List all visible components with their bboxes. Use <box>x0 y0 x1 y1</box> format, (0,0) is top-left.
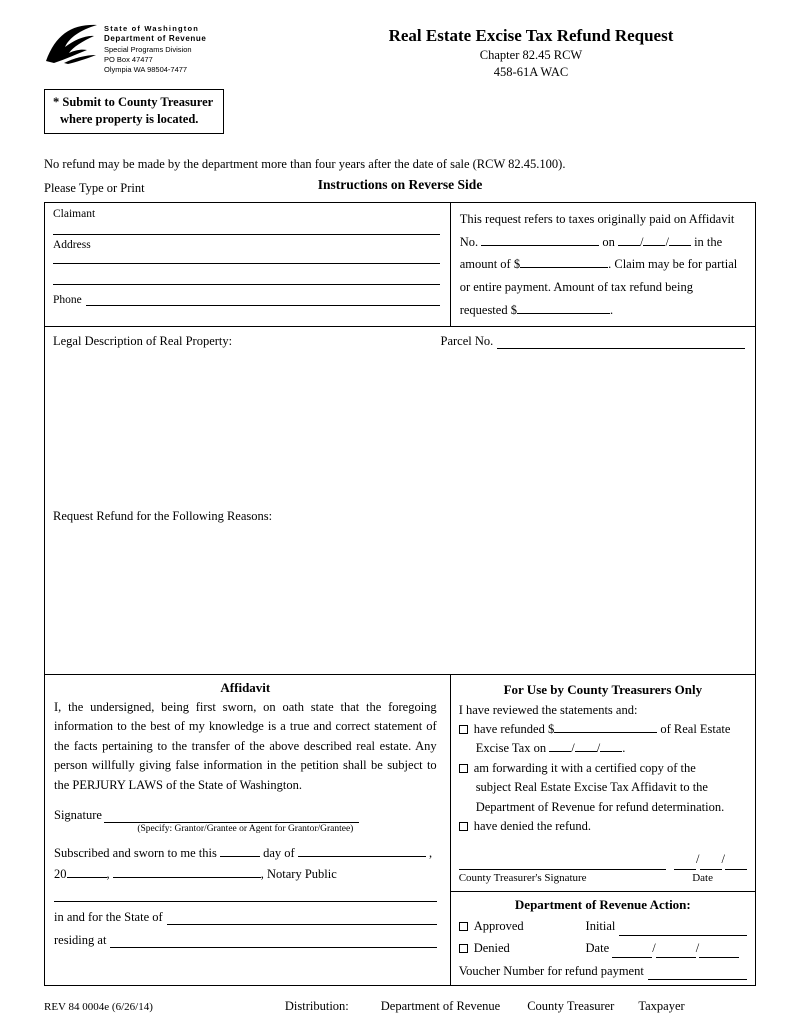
approved-group <box>459 917 586 936</box>
notary-state-input[interactable] <box>167 913 437 925</box>
reviewed-statement: I have reviewed the statements and: <box>458 702 638 717</box>
denied-refund-checkbox[interactable] <box>459 822 468 831</box>
affidavit-body: I, the undersigned, being first sworn, on oath state that the foregoing information to the best of my knowledge is a true and correct statement of the facts pertaining to the transfer of the above described real estate. Any person willfully giving false information in the petition shall be subject to the PERJURY LAWS of the State of Washington. <box>54 699 437 792</box>
in-and-for-label: in and for the State of <box>54 909 163 924</box>
refunded-checkbox[interactable] <box>459 725 468 734</box>
voucher-label: Voucher Number for refund payment <box>458 963 644 978</box>
submit-note-box <box>44 89 224 134</box>
distribution-item-taxpayer: Taxpayer <box>638 999 685 1014</box>
day-of-label: day of <box>263 846 295 860</box>
refund-limit-note: No refund may be made by the department more than four years after the date of sale (RCW 82.45.100). <box>44 156 566 171</box>
affidavit-section <box>45 675 450 986</box>
treasurer-section <box>451 675 755 891</box>
initial-input[interactable] <box>619 924 747 936</box>
distribution-item-treasurer: County Treasurer <box>527 999 615 1014</box>
treasurer-date-label: Date <box>692 871 713 884</box>
forwarding-checkbox[interactable] <box>459 764 468 773</box>
treasurer-date-day-input[interactable] <box>700 859 722 870</box>
on-label: on <box>602 234 615 249</box>
date-day-input[interactable] <box>643 235 665 246</box>
comma-mark: , <box>428 846 433 860</box>
amount-input[interactable] <box>520 257 608 268</box>
denied-checkbox[interactable] <box>459 944 468 953</box>
instructions-note: Instructions on Reverse Side <box>317 176 483 192</box>
date-separator: / <box>596 741 601 756</box>
approved-label: Approved <box>473 919 524 934</box>
chapter-subtitle: Chapter 82.45 RCW <box>479 48 583 62</box>
form-body <box>44 202 756 987</box>
voucher-number-input[interactable] <box>648 968 747 980</box>
denied-group <box>459 939 586 958</box>
notary-name-input[interactable] <box>113 867 261 878</box>
excise-tax-on-label: Excise Tax on <box>475 741 547 756</box>
period-mark: . <box>622 741 626 756</box>
dor-date-day-input[interactable] <box>656 947 696 958</box>
treasurer-title: For Use by County Treasurers Only <box>503 681 703 697</box>
date-separator: / <box>721 852 725 867</box>
comma-mark: , <box>106 867 110 882</box>
excise-tax-on-line <box>459 739 747 758</box>
distribution-label: Distribution: <box>284 999 349 1014</box>
residing-at-label: residing at <box>54 932 107 947</box>
form-number: REV 84 0004e (6/26/14) <box>44 1001 153 1014</box>
request-line1: This request refers to taxes originally paid on Affidavit <box>459 211 735 226</box>
date-separator: / <box>652 940 656 955</box>
refunded-line <box>459 720 747 739</box>
date-year-input[interactable] <box>669 235 691 246</box>
distribution-item-dor: Department of Revenue <box>380 999 501 1014</box>
phone-label: Phone <box>53 293 82 306</box>
date-separator: / <box>696 852 700 867</box>
request-line2 <box>460 231 746 254</box>
claimant-section <box>45 203 450 326</box>
parcel-no-input[interactable] <box>497 337 745 349</box>
legal-description-label: Legal Description of Real Property: <box>53 333 233 348</box>
signature-label: Signature <box>54 808 102 822</box>
refunded-label: have refunded $ <box>473 722 555 737</box>
denied-refund-label: have denied the refund. <box>473 818 591 833</box>
refund-amount-input[interactable] <box>517 303 610 314</box>
dor-date-month-input[interactable] <box>612 947 652 958</box>
agency-block <box>44 22 306 75</box>
sworn-month-input[interactable] <box>298 846 426 857</box>
refund-date-day-input[interactable] <box>575 741 597 752</box>
year-prefix: 20 <box>54 867 67 882</box>
request-line5 <box>460 299 746 322</box>
affidavit-no-label: No. <box>459 234 479 249</box>
treasurer-signature-input[interactable] <box>459 858 666 870</box>
claim-partial-label: . Claim may be for partial <box>608 257 738 272</box>
initial-label: Initial <box>585 919 616 934</box>
date-separator: / <box>639 234 644 249</box>
claimant-input-line[interactable] <box>53 220 440 235</box>
agency-state-line: State of Washington <box>104 24 200 33</box>
of-real-estate-label: of Real Estate <box>660 722 731 737</box>
date-month-input[interactable] <box>618 235 640 246</box>
affidavit-no-input[interactable] <box>481 235 599 246</box>
specify-note: (Specify: Grantor/Grantee or Agent for Grantor/Grantee) <box>137 824 354 834</box>
affidavit-title: Affidavit <box>220 679 271 695</box>
treasurer-date-month-input[interactable] <box>674 859 696 870</box>
treasurer-date-year-input[interactable] <box>725 859 747 870</box>
address-input-line2[interactable] <box>53 264 440 285</box>
forwarding-line2: subject Real Estate Excise Tax Affidavit to the <box>475 780 708 795</box>
refund-reasons-label: Request Refund for the Following Reasons: <box>53 508 273 523</box>
dor-date-year-input[interactable] <box>699 947 739 958</box>
notary-residence-input[interactable] <box>110 936 436 948</box>
form-footer <box>44 999 756 1014</box>
property-section <box>45 327 755 675</box>
address-label: Address <box>53 238 91 251</box>
request-line4: or entire payment. Amount of tax refund being <box>459 280 693 294</box>
sworn-line1 <box>54 843 437 864</box>
refund-date-year-input[interactable] <box>600 741 622 752</box>
refund-date-month-input[interactable] <box>549 741 571 752</box>
forwarding-line3: Department of Revenue for refund determination. <box>475 799 725 814</box>
requested-label: requested $ <box>459 302 517 317</box>
claimant-label: Claimant <box>53 207 96 220</box>
type-or-print-label: Please Type or Print <box>44 180 145 195</box>
form-header <box>44 22 756 80</box>
request-section <box>450 203 755 326</box>
dor-date-label: Date <box>585 940 610 955</box>
period-mark: . <box>609 302 614 317</box>
forwarding-line1 <box>459 759 747 778</box>
amount-of-label: amount of $ <box>459 257 521 272</box>
agency-dept-line: Department of Revenue <box>104 34 207 44</box>
agency-city-line: Olympia WA 98504-7477 <box>104 65 188 75</box>
treasurer-signature-label: County Treasurer's Signature <box>458 871 587 884</box>
phone-input-line[interactable] <box>86 294 440 306</box>
agency-division-line: Special Programs Division <box>104 44 192 54</box>
page-title: Real Estate Excise Tax Refund Request <box>388 26 674 45</box>
notary-continuation-line[interactable] <box>54 886 437 902</box>
date-separator: / <box>571 741 575 756</box>
sworn-day-input[interactable] <box>220 846 260 857</box>
denied-label: Denied <box>473 940 510 955</box>
dor-action-title: Department of Revenue Action: <box>514 896 691 912</box>
notary-public-label: , Notary Public <box>260 867 337 882</box>
in-the-label: in the <box>694 234 723 249</box>
denied-line <box>459 817 747 836</box>
forwarding-label: am forwarding it with a certified copy of the <box>473 760 696 775</box>
date-separator: / <box>665 234 669 249</box>
approved-checkbox[interactable] <box>459 922 468 931</box>
date-separator: / <box>695 940 700 955</box>
submit-note-line2: where property is located. <box>60 111 199 126</box>
refunded-amount-input[interactable] <box>554 722 657 733</box>
dor-action-section <box>451 891 755 986</box>
wac-subtitle: 458-61A WAC <box>493 65 569 79</box>
dor-logo-icon <box>44 22 100 64</box>
sworn-prefix: Subscribed and sworn to me this <box>54 846 217 860</box>
sworn-line2 <box>54 864 437 885</box>
address-input-line1[interactable] <box>53 251 440 264</box>
request-line3 <box>460 253 746 276</box>
sworn-year-input[interactable] <box>67 867 107 878</box>
parcel-no-label: Parcel No. <box>440 333 494 348</box>
signature-input-line[interactable] <box>104 811 359 823</box>
agency-pobox-line: PO Box 47477 <box>104 55 153 65</box>
submit-note-line1: * Submit to County Treasurer <box>53 95 214 109</box>
